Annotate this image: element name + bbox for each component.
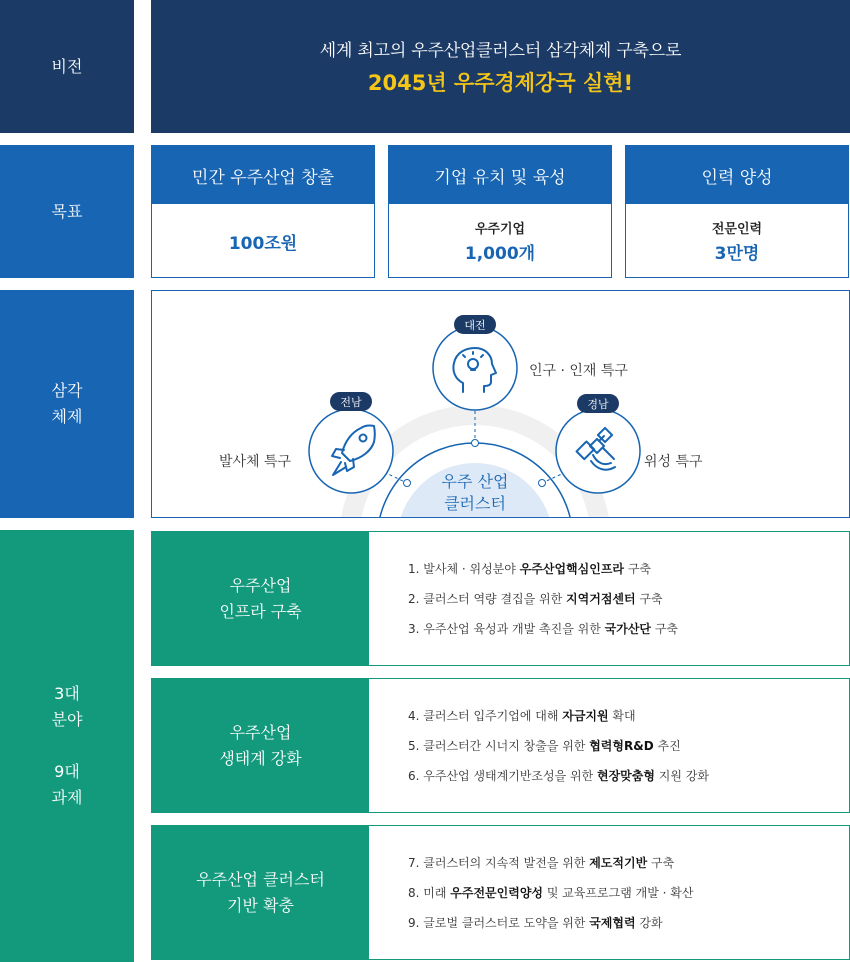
caption-gyeongnam: 위성 특구	[644, 454, 703, 470]
task-title-line-1: 우주산업	[229, 722, 292, 742]
node-jeonnam	[309, 409, 393, 493]
task-text: 및 교육프로그램 개발 · 확산	[543, 885, 694, 900]
task-text: 6. 우주산업 생태계기반조성을 위한	[408, 768, 597, 783]
task-keyword: 국가산단	[604, 621, 652, 636]
task-text: 2. 클러스터 역량 결집을 위한	[408, 591, 567, 606]
task-title-line-1: 우주산업	[229, 575, 292, 595]
row-label-goal	[0, 145, 134, 278]
task-group-title	[152, 532, 369, 665]
region-jeonnam: 전남	[340, 396, 362, 409]
task-keyword: 우주전문인력양성	[450, 885, 544, 900]
goal-subtitle: 전문인력	[711, 221, 763, 237]
task-text: 확대	[608, 708, 636, 723]
row-label-fields-text-2: 분야	[51, 710, 83, 729]
task-keyword: 제도적기반	[589, 855, 648, 870]
goal-body	[152, 204, 374, 277]
row-label-triangle	[0, 290, 134, 518]
task-text: 1. 발사체 · 위성분야	[408, 561, 520, 576]
goal-title: 민간 우주산업 창출	[152, 146, 374, 204]
task-item-7	[408, 848, 693, 878]
goal-value: 3만명	[714, 243, 760, 264]
task-title-line-1: 우주산업 클러스터	[196, 869, 325, 889]
center-label-1: 우주 산업	[441, 472, 509, 491]
row-label-fields-text-4: 과제	[51, 788, 83, 807]
vision-line-2: 2045년 우주경제강국 실현!	[367, 71, 634, 95]
task-text: 구축	[647, 855, 675, 870]
task-text: 구축	[624, 561, 652, 576]
task-item-5	[408, 731, 709, 761]
task-text: 8. 미래	[408, 885, 451, 900]
task-text: 3. 우주산업 육성과 개발 촉진을 위한	[408, 621, 605, 636]
row-label-fields-text-1: 3대	[54, 684, 80, 703]
connector-dot-jeonnam	[404, 480, 411, 487]
task-item-9	[408, 908, 693, 938]
task-title-line-2: 기반 확충	[227, 895, 294, 915]
goal-card-private-industry	[151, 145, 375, 278]
connector-dot-daejeon	[472, 440, 479, 447]
row-label-goal-text: 목표	[51, 201, 83, 221]
task-list	[408, 532, 678, 665]
task-list	[408, 826, 693, 959]
row-label-fields-text-3: 9대	[54, 762, 80, 781]
caption-daejeon: 인구 · 인재 특구	[529, 363, 628, 379]
task-text: 추진	[653, 738, 681, 753]
task-text: 7. 클러스터의 지속적 발전을 위한	[408, 855, 590, 870]
task-title-line-2: 생태계 강화	[219, 748, 302, 768]
goal-body	[626, 204, 848, 277]
task-group-foundation	[151, 825, 850, 960]
task-item-1	[408, 554, 678, 584]
goal-body	[389, 204, 611, 277]
task-keyword: 협력형R&D	[589, 738, 654, 753]
task-group-title	[152, 826, 369, 959]
task-group-ecosystem	[151, 678, 850, 813]
task-text: 5. 클러스터간 시너지 창출을 위한	[408, 738, 590, 753]
row-label-triangle-text-1: 삼각	[51, 381, 83, 400]
goal-title: 기업 유치 및 육성	[389, 146, 611, 204]
region-daejeon: 대전	[464, 319, 486, 332]
task-text: 4. 클러스터 입주기업에 대해	[408, 708, 563, 723]
triangle-system-diagram	[151, 290, 850, 518]
row-label-triangle-text-2: 체제	[51, 407, 83, 426]
task-item-4	[408, 701, 709, 731]
goal-card-companies	[388, 145, 612, 278]
task-keyword: 우주산업핵심인프라	[519, 561, 625, 576]
connector-dot-gyeongnam	[539, 480, 546, 487]
vision-line-1: 세계 최고의 우주산업클러스터 삼각체제 구축으로	[319, 41, 682, 61]
caption-jeonnam: 발사체 특구	[219, 454, 292, 470]
task-item-6	[408, 761, 709, 791]
goal-card-talent	[625, 145, 849, 278]
row-label-vision-text: 비전	[51, 56, 83, 76]
task-keyword: 현장맞춤형	[597, 768, 655, 783]
task-text: 구축	[651, 621, 679, 636]
goal-value: 100조원	[228, 234, 298, 254]
region-gyeongnam: 경남	[587, 398, 609, 411]
goal-value: 1,000개	[464, 243, 536, 264]
task-title-line-2: 인프라 구축	[219, 601, 302, 621]
task-group-infrastructure	[151, 531, 850, 666]
task-group-title	[152, 679, 369, 812]
triangle-diagram-svg	[152, 291, 849, 517]
task-text: 지원 강화	[654, 768, 709, 783]
task-keyword: 자금지원	[562, 708, 609, 723]
task-item-8	[408, 878, 693, 908]
row-label-fields	[0, 530, 134, 962]
task-text: 구축	[635, 591, 663, 606]
task-text: 강화	[635, 915, 663, 930]
center-label-2: 클러스터	[444, 494, 506, 513]
task-item-3	[408, 614, 678, 644]
task-text: 9. 글로벌 클러스터로 도약을 위한	[408, 915, 590, 930]
row-label-vision	[0, 0, 134, 133]
task-item-2	[408, 584, 678, 614]
task-keyword: 지역거점센터	[566, 591, 636, 606]
task-list	[408, 679, 709, 812]
goal-title: 인력 양성	[626, 146, 848, 204]
vision-banner	[151, 0, 850, 133]
goal-subtitle: 우주기업	[474, 221, 526, 237]
task-keyword: 국제협력	[589, 915, 636, 930]
